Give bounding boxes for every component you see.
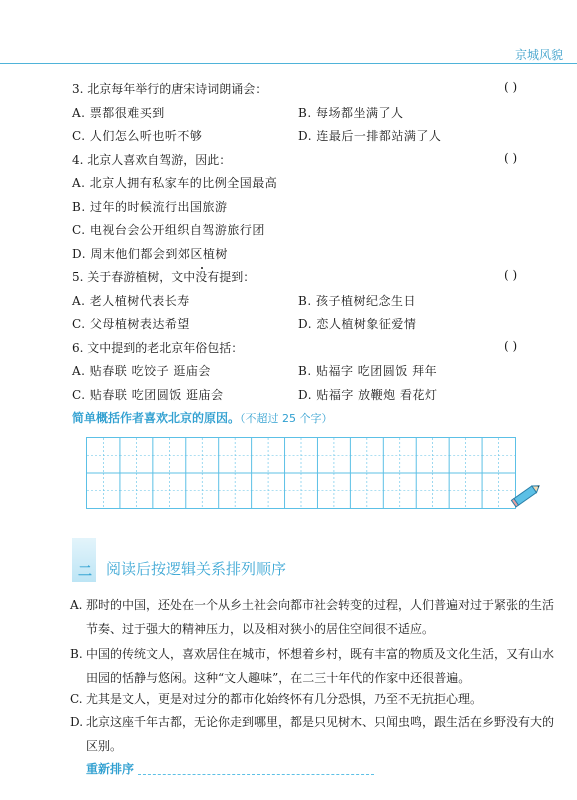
question-3-option-b[interactable]: B. 每场都坐满了人 <box>298 106 404 120</box>
question-6-stem: 6. 文中提到的老北京年俗包括： <box>72 341 244 355</box>
question-3-option-d[interactable]: D. 连最后一排都站满了人 <box>298 129 442 143</box>
passage-d <box>70 710 560 758</box>
question-4-stem: 4. 北京人喜欢自驾游，因此： <box>72 153 232 167</box>
pencil-icon <box>508 480 544 510</box>
question-5-option-d[interactable]: D. 恋人植树象征爱情 <box>298 317 417 331</box>
question-4-option-b[interactable]: B. 过年的时候流行出国旅游 <box>72 200 228 214</box>
question-3-answer-blank[interactable]: ( ) <box>504 80 518 94</box>
passage-a <box>70 593 560 641</box>
section-number: 二 <box>78 564 92 580</box>
passage-c-label: C. <box>70 692 83 706</box>
question-5-stem-post: 有提到： <box>207 270 256 284</box>
writing-grid-lines <box>87 438 515 508</box>
question-5-answer-blank[interactable]: ( ) <box>504 268 518 282</box>
question-4-option-c[interactable]: C. 电视台会公开组织自驾游旅行团 <box>72 223 265 237</box>
question-5-option-b[interactable]: B. 孩子植树纪念生日 <box>298 294 416 308</box>
question-6-option-a[interactable]: A. 贴春联 吃饺子 逛庙会 <box>72 364 211 378</box>
question-4-option-a[interactable]: A. 北京人拥有私家车的比例全国最高 <box>72 176 278 190</box>
passage-a-label: A. <box>70 598 83 612</box>
question-3-stem: 3. 北京每年举行的唐宋诗词朗诵会： <box>72 82 268 96</box>
question-5-option-c[interactable]: C. 父母植树表达希望 <box>72 317 190 331</box>
question-3-option-c[interactable]: C. 人们怎么听也听不够 <box>72 129 203 143</box>
question-6-option-c[interactable]: C. 贴春联 吃团圆饭 逛庙会 <box>72 388 224 402</box>
question-6-answer-blank[interactable]: ( ) <box>504 339 518 353</box>
question-5-stem-emphasis: 没 <box>195 270 208 284</box>
question-5-stem <box>72 268 255 285</box>
header-title: 京城风貌 <box>514 48 563 62</box>
passage-b-label: B. <box>70 647 83 661</box>
question-4-answer-blank[interactable]: ( ) <box>504 151 518 165</box>
passage-c-text: 尤其是文人，更是对过分的都市化始终怀有几分恐惧，乃至不无抗拒心理。 <box>86 692 483 706</box>
passage-b-text: 中国的传统文人，喜欢居住在城市，怀想着乡村，既有丰富的物质及文化生活，又有山水田园的恬静与悠闲。这种“文人趣味”，在二三十年代的作家中还很普遍。 <box>86 647 555 685</box>
passage-c <box>70 687 560 711</box>
reorder-answer-line[interactable] <box>138 774 374 775</box>
question-3-option-a[interactable]: A. 票都很难买到 <box>72 106 165 120</box>
header-divider <box>0 63 577 64</box>
summary-word-limit: （不超过 25 个字） <box>240 412 333 425</box>
passage-b <box>70 642 560 690</box>
writing-grid[interactable] <box>86 437 516 509</box>
summary-prompt <box>72 409 333 426</box>
question-5-option-a[interactable]: A. 老人植树代表长寿 <box>72 294 190 308</box>
question-6-option-b[interactable]: B. 贴福字 吃团圆饭 拜年 <box>298 364 438 378</box>
reorder-label: 重新排序 <box>86 762 135 776</box>
question-4-option-d[interactable]: D. 周末他们都会到郊区植树 <box>72 247 228 261</box>
passage-d-text: 北京这座千年古都，无论你走到哪里，都是只见树木、只闻虫鸣，跟生活在乡野没有大的区别。 <box>86 715 555 753</box>
question-5-stem-pre: 5. 关于春游植树，文中 <box>72 270 196 284</box>
passage-d-label: D. <box>70 715 84 729</box>
question-6-option-d[interactable]: D. 贴福字 放鞭炮 看花灯 <box>298 388 438 402</box>
section-title: 阅读后按逻辑关系排列顺序 <box>106 560 287 578</box>
passage-a-text: 那时的中国，还处在一个从乡土社会向都市社会转变的过程，人们普遍对过于紧张的生活节奏、过于强大的精神压力，以及相对狭小的居住空间很不适应。 <box>86 598 555 636</box>
summary-prompt-text: 简单概括作者喜欢北京的原因。 <box>72 411 241 425</box>
